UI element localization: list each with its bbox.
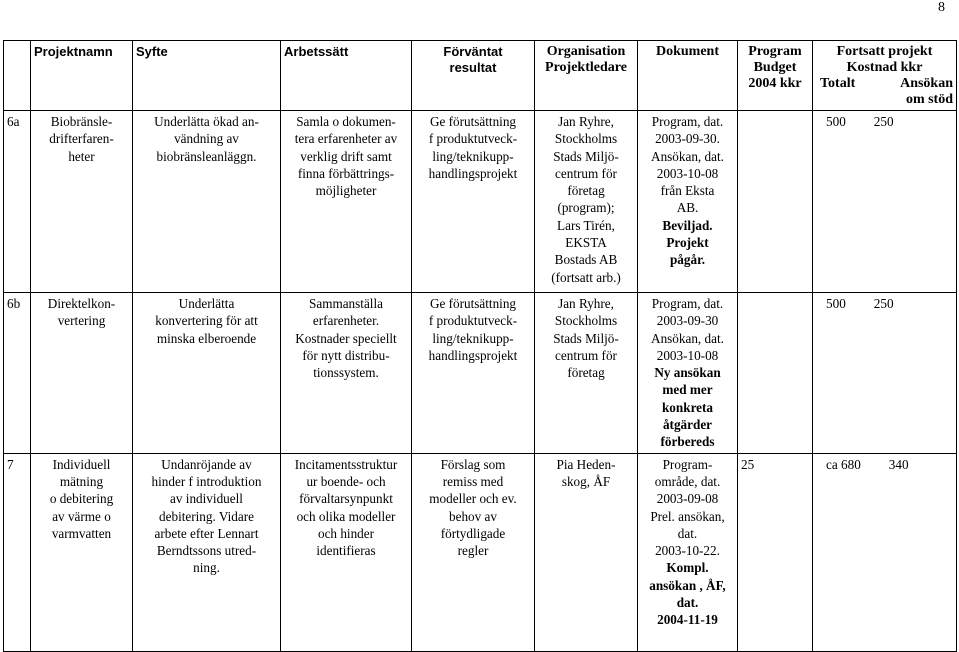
cell-line: Stads Miljö-	[553, 148, 619, 164]
header-om-stod: om stöd	[905, 92, 953, 107]
dokument-line: åtgärder	[662, 417, 713, 433]
project-table	[3, 40, 957, 652]
cell-resultat	[412, 293, 535, 454]
cell-line: finna förbättrings-	[297, 165, 395, 181]
cell-resultat	[412, 453, 535, 651]
cell-line: Jan Ryhre,	[558, 114, 614, 129]
cell-line: Incitamentsstruktur	[294, 456, 398, 472]
cell-ansokan: 250	[873, 296, 894, 311]
dokument-line: förbereds	[660, 434, 715, 450]
header-fortsatt-projekt: Fortsatt projekt Kostnad kkr Totalt Ansökan om stöd	[813, 41, 957, 111]
header-program-budget: Program Budget 2004 kkr	[738, 41, 813, 111]
cell-line: identifieras	[316, 543, 376, 559]
cell-dokument	[638, 293, 738, 454]
dokument-line: ansökan , ÅF,	[649, 577, 726, 593]
cell-line: (program);	[557, 200, 615, 216]
row-id: 6b	[4, 293, 31, 454]
cell-line: företag	[567, 365, 605, 381]
table-row	[4, 453, 957, 651]
cell-arbetssatt	[281, 293, 412, 454]
cell-line: ur boende- och	[306, 473, 386, 489]
cell-line: Individuell	[52, 456, 111, 472]
cell-organisation	[535, 453, 638, 651]
dokument-line: Ansökan, dat.	[651, 148, 724, 164]
cell-line: Kostnader speciellt	[295, 330, 397, 346]
table-row	[4, 111, 957, 293]
cell-line: förvaltarsynpunkt	[299, 491, 393, 507]
cell-line: Stads Miljö-	[553, 330, 619, 346]
cell-line: (fortsatt arb.)	[551, 269, 621, 285]
cell-line: centrum för	[555, 165, 617, 181]
dokument-line: Program, dat.	[651, 296, 724, 311]
cell-line: debitering. Vidare	[159, 508, 254, 524]
dokument-line: 2003-10-08	[656, 347, 719, 363]
cell-arbetssatt	[281, 111, 412, 293]
cell-line: hinder f introduktion	[151, 473, 262, 489]
cell-line: f produktutveck-	[428, 313, 518, 329]
cell-line: och hinder	[317, 525, 375, 541]
dokument-line: med mer	[662, 382, 713, 398]
cell-line: Ge förutsättning	[429, 114, 517, 129]
cell-line: arbete efter Lennart	[154, 525, 259, 541]
cell-line: förtydligade	[440, 525, 506, 541]
cell-line: Pia Heden-	[556, 456, 616, 472]
cell-line: Sammanställa	[309, 296, 383, 311]
cell-projektnamn	[31, 453, 133, 651]
cell-fortsatt-projekt	[813, 453, 957, 651]
cell-ansokan: 340	[888, 456, 909, 472]
dokument-line: 2003-09-30	[656, 313, 719, 329]
cell-line: möjligheter	[315, 183, 377, 199]
cell-line: och olika modeller	[296, 508, 396, 524]
cell-program-budget	[738, 293, 813, 454]
cell-line: mätning	[59, 473, 104, 489]
dokument-line: pågår.	[669, 252, 706, 268]
header-projektnamn: Projektnamn	[31, 41, 133, 111]
dokument-line: Ansökan, dat.	[651, 330, 724, 346]
cell-line: verklig drift samt	[300, 148, 392, 164]
dokument-line: Prel. ansökan,	[650, 508, 725, 524]
dokument-line: 2003-10-22.	[655, 543, 720, 559]
cell-line: företag	[567, 183, 605, 199]
cell-syfte	[133, 293, 281, 454]
cell-line: ning.	[193, 560, 220, 576]
header-id	[4, 41, 31, 111]
cell-dokument	[638, 453, 738, 651]
cell-line: skog, ÅF	[561, 473, 611, 489]
cell-line: minska elberoende	[156, 330, 257, 346]
header-arbetssatt: Arbetssätt	[281, 41, 412, 111]
cell-dokument	[638, 111, 738, 293]
cell-line: modeller och ev.	[429, 491, 517, 507]
cell-projektnamn	[31, 293, 133, 454]
cell-line: konvertering för att	[155, 313, 258, 329]
dokument-line: konkreta	[661, 399, 714, 415]
cell-line: centrum för	[555, 347, 617, 363]
dokument-line: Ny ansökan	[654, 365, 721, 381]
cell-line: handlingsprojekt	[428, 347, 518, 363]
dokument-line: Kompl.	[666, 560, 709, 576]
header-row	[4, 41, 957, 111]
cell-line: Berndtssons utred-	[156, 543, 257, 559]
dokument-line: Program-	[662, 456, 713, 472]
cell-line: tera erfarenheter av	[294, 131, 398, 147]
dokument-line: område, dat.	[654, 473, 721, 489]
cell-line: Underlätta	[178, 296, 235, 311]
cell-line: Undanröjande av	[161, 456, 252, 472]
cell-line: av individuell	[170, 491, 243, 507]
dokument-line: 2003-09-08	[656, 491, 719, 507]
cell-line: Jan Ryhre,	[558, 296, 614, 311]
header-organisation: Organisation Projektledare	[535, 41, 638, 111]
cell-totalt: 500	[826, 296, 846, 311]
cell-line: Biobränsle-	[50, 114, 113, 129]
cell-line: drifterfaren-	[49, 131, 114, 147]
cell-arbetssatt	[281, 453, 412, 651]
header-dokument: Dokument	[638, 41, 738, 111]
dokument-line: dat.	[676, 595, 699, 611]
cell-line: vändning av	[174, 131, 239, 147]
dokument-line: 2003-10-08	[656, 165, 719, 181]
cell-line: Ge förutsättning	[429, 296, 517, 311]
cell-line: behov av	[449, 508, 497, 524]
cell-line: Bostads AB	[554, 252, 618, 268]
cell-fortsatt-projekt	[813, 111, 957, 293]
header-syfte: Syfte	[133, 41, 281, 111]
dokument-line: 2004-11-19	[657, 612, 718, 628]
header-totalt: Totalt	[820, 76, 856, 91]
cell-line: o debitering	[49, 491, 114, 507]
cell-line: Förslag som	[440, 456, 506, 472]
cell-line: ling/teknikupp-	[432, 148, 514, 164]
cell-line: biobränsleanläggn.	[156, 148, 257, 164]
page-number: 8	[938, 0, 945, 15]
cell-line: Stockholms	[554, 131, 618, 147]
cell-line: handlingsprojekt	[428, 165, 518, 181]
cell-line: f produktutveck-	[428, 131, 518, 147]
cell-syfte	[133, 111, 281, 293]
cell-syfte	[133, 453, 281, 651]
cell-program-budget: 25	[738, 453, 813, 651]
cell-line: Stockholms	[554, 313, 618, 329]
cell-line: tionssystem.	[313, 365, 379, 381]
cell-projektnamn	[31, 111, 133, 293]
cell-line: erfarenheter.	[312, 313, 380, 329]
dokument-line: Beviljad.	[662, 217, 713, 233]
cell-line: vertering	[57, 313, 106, 329]
cell-line: regler	[457, 543, 489, 559]
cell-organisation	[535, 293, 638, 454]
row-id: 6a	[4, 111, 31, 293]
dokument-line: Program, dat.	[651, 114, 724, 129]
cell-line: ling/teknikupp-	[432, 330, 514, 346]
cell-line: heter	[68, 148, 95, 164]
header-ansokan: Ansökan	[900, 76, 953, 91]
cell-totalt: 500	[826, 114, 846, 129]
dokument-line: dat.	[677, 525, 698, 541]
cell-line: varmvatten	[51, 525, 112, 541]
cell-line: av värme o	[52, 508, 111, 524]
cell-line: Lars Tirén,	[557, 217, 615, 233]
dokument-line: 2003-09-30.	[655, 131, 720, 147]
cell-program-budget	[738, 111, 813, 293]
cell-line: Samla o dokumen-	[296, 114, 396, 129]
row-id: 7	[4, 453, 31, 651]
dokument-line: AB.	[676, 200, 699, 216]
cell-line: Direktelkon-	[47, 296, 116, 311]
dokument-line: Projekt	[666, 235, 709, 251]
cell-line: remiss med	[442, 473, 504, 489]
header-forvantat-resultat: Förväntat resultat	[412, 41, 535, 111]
dokument-line: från Eksta	[660, 183, 715, 199]
cell-ansokan: 250	[873, 114, 894, 129]
cell-totalt: ca 680	[826, 456, 861, 472]
cell-line: för nytt distribu-	[302, 347, 390, 363]
cell-line: Underlätta ökad an-	[154, 114, 259, 129]
table-row	[4, 293, 957, 454]
cell-line: EKSTA	[565, 235, 607, 251]
cell-fortsatt-projekt	[813, 293, 957, 454]
cell-resultat	[412, 111, 535, 293]
cell-organisation	[535, 111, 638, 293]
